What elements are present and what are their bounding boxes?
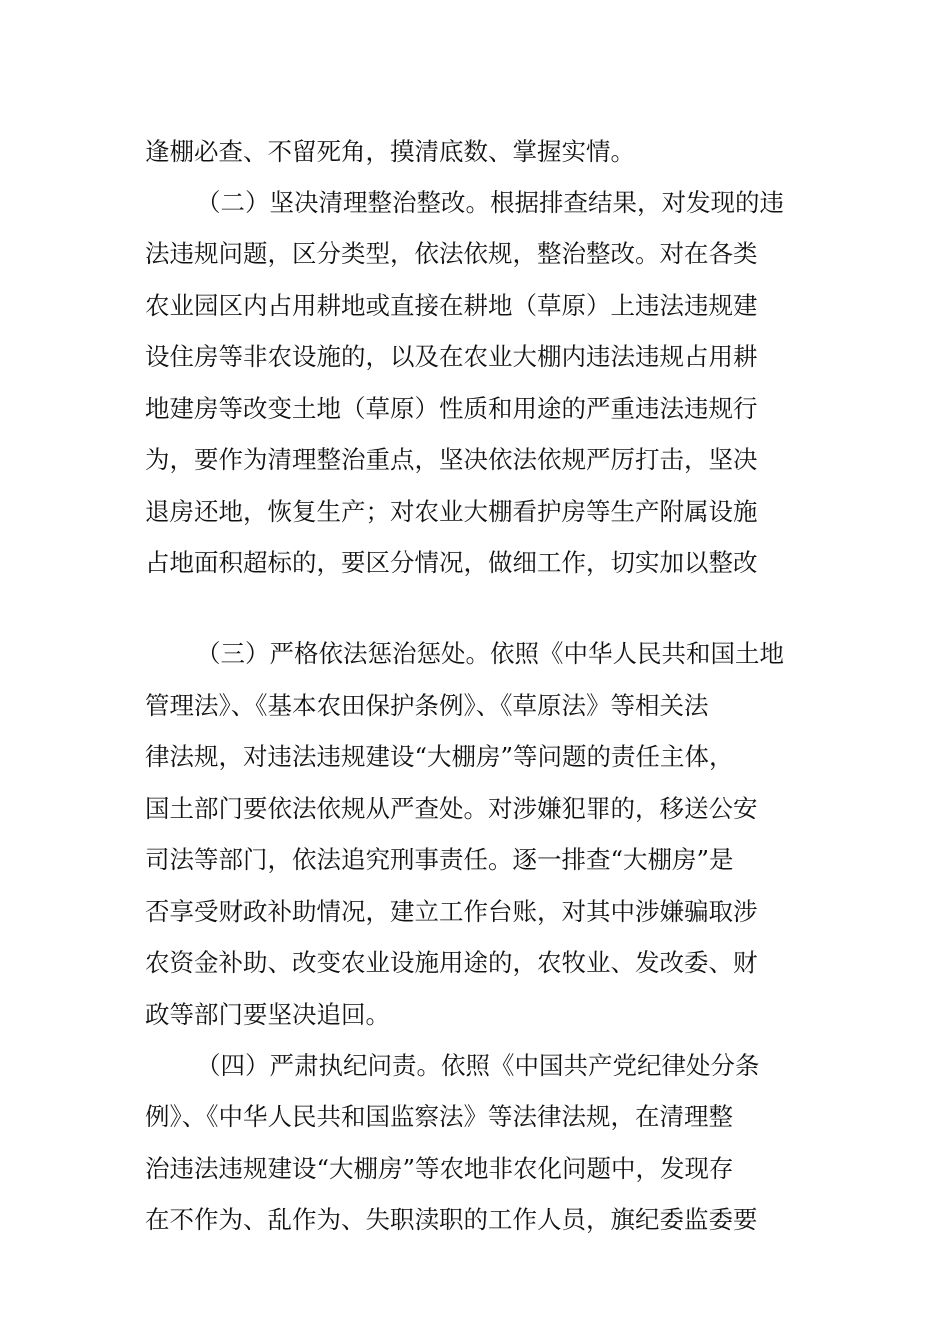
paragraph-3-line-8: 政等部门要坚决追回。 (145, 1000, 390, 1029)
paragraph-3-line-4: 国土部门要依法依规从严查处。对涉嫌犯罪的，移送公安 (145, 794, 758, 823)
paragraph-2-line-1: （二）坚决清理整治整改。根据排查结果，对发现的违 (196, 188, 784, 217)
paragraph-4-line-4: 在不作为、乱作为、失职渎职的工作人员，旗纪委监委要 (145, 1205, 758, 1234)
paragraph-2-line-7: 退房还地，恢复生产；对农业大棚看护房等生产附属设施 (145, 497, 758, 526)
paragraph-4-line-2: 例》、《中华人民共和国监察法》等法律法规，在清理整 (145, 1102, 733, 1131)
paragraph-2-line-8: 占地面积超标的，要区分情况，做细工作，切实加以整改 (145, 548, 758, 577)
paragraph-3-line-6: 否享受财政补助情况，建立工作台账，对其中涉嫌骗取涉 (145, 897, 758, 926)
paragraph-3-line-5: 司法等部门，依法追究刑事责任。逐一排查“大棚房”是 (145, 845, 734, 874)
paragraph-2-line-6: 为，要作为清理整治重点，坚决依法依规严厉打击，坚决 (145, 445, 758, 474)
paragraph-4-line-3: 治违法违规建设“大棚房”等农地非农化问题中，发现存 (145, 1154, 734, 1183)
paragraph-2-line-5: 地建房等改变土地（草原）性质和用途的严重违法违规行 (145, 394, 758, 423)
paragraph-intro-line-1: 逢棚必查、不留死角，摸清底数、掌握实情。 (145, 137, 635, 166)
paragraph-3-line-2: 管理法》、《基本农田保护条例》、《草原法》等相关法 (145, 691, 709, 720)
paragraph-2-line-2: 法违规问题，区分类型，依法依规，整治整改。对在各类 (145, 239, 758, 268)
paragraph-3-line-7: 农资金补助、改变农业设施用途的，农牧业、发改委、财 (145, 948, 758, 977)
paragraph-4-line-1: （四）严肃执纪问责。依照《中国共产党纪律处分条 (196, 1051, 760, 1080)
paragraph-2-line-4: 设住房等非农设施的，以及在农业大棚内违法违规占用耕 (145, 342, 758, 371)
paragraph-3-line-3: 律法规，对违法违规建设“大棚房”等问题的责任主体， (145, 742, 734, 771)
paragraph-2-line-3: 农业园区内占用耕地或直接在耕地（草原）上违法违规建 (145, 291, 758, 320)
paragraph-3-line-1: （三）严格依法惩治惩处。依照《中华人民共和国土地 (196, 639, 784, 668)
